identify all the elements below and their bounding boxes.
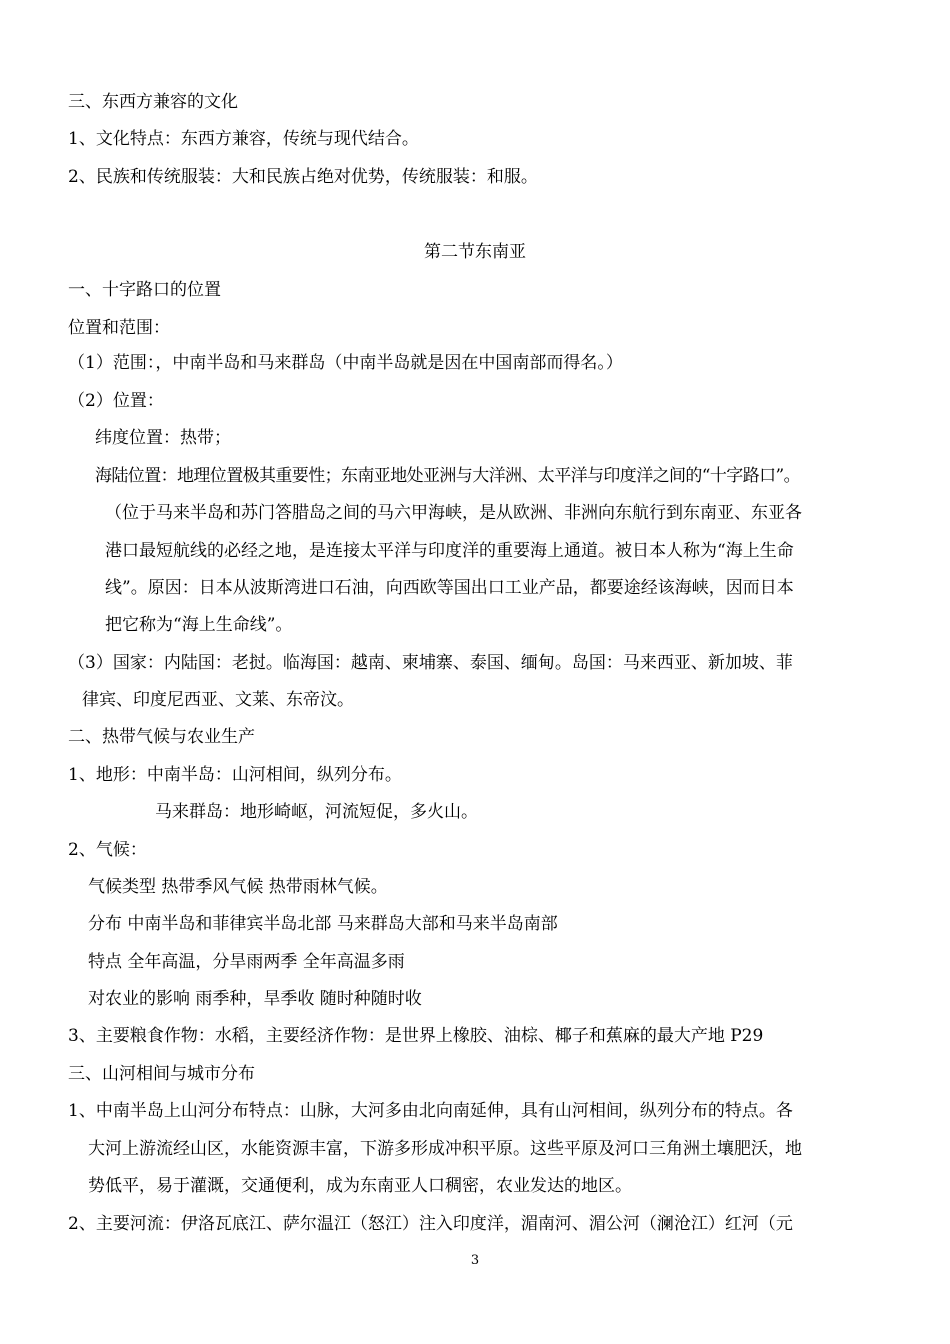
text-line: 势低平，易于灌溉，交通便利，成为东南亚人口稠密，农业发达的地区。: [88, 1176, 632, 1196]
text-line: 纬度位置：热带；: [95, 428, 231, 448]
text-line: （位于马来半岛和苏门答腊岛之间的马六甲海峡，是从欧洲、非洲向东航行到东南亚、东亚各: [105, 503, 802, 523]
text-line: 气候类型 热带季风气候 热带雨林气候。: [88, 877, 388, 897]
text-line: 分布 中南半岛和菲律宾半岛北部 马来群岛大部和马来半岛南部: [88, 914, 558, 934]
section-heading-3: 三、东西方兼容的文化: [68, 92, 238, 112]
section-heading-3b: 三、山河相间与城市分布: [68, 1064, 255, 1084]
text-line: 线”。原因：日本从波斯湾进口石油，向西欧等国出口工业产品，都要途经该海峡，因而日本: [105, 578, 794, 598]
text-line: （3）国家：内陆国：老挝。临海国：越南、柬埔寨、泰国、缅甸。岛国：马来西亚、新加坡、菲: [68, 653, 793, 673]
text-line: 位置和范围：: [68, 318, 170, 338]
text-line: 3、主要粮食作物：水稻，主要经济作物：是世界上橡胶、油棕、椰子和蕉麻的最大产地 P29: [68, 1026, 764, 1046]
text-line: 大河上游流经山区，水能资源丰富，下游多形成冲积平原。这些平原及河口三角洲土壤肥沃，地: [88, 1139, 802, 1159]
text-line: 把它称为“海上生命线”。: [105, 615, 293, 635]
text-line: 2、气候：: [68, 840, 147, 860]
text-line: 律宾、印度尼西亚、文莱、东帝汶。: [82, 690, 354, 710]
page-number: 3: [470, 1253, 480, 1268]
text-line: 港口最短航线的必经之地，是连接太平洋与印度洋的重要海上通道。被日本人称为“海上生命: [105, 541, 794, 561]
text-line: 特点 全年高温，分旱雨两季 全年高温多雨: [88, 952, 405, 972]
text-line: 1、文化特点：东西方兼容，传统与现代结合。: [68, 129, 419, 149]
chapter-title: 第二节东南亚: [424, 242, 526, 262]
text-line: 2、民族和传统服装：大和民族占绝对优势，传统服装：和服。: [68, 167, 538, 187]
section-heading-1: 一、十字路口的位置: [68, 280, 221, 300]
text-line: 对农业的影响 雨季种，旱季收 随时种随时收: [88, 989, 422, 1009]
text-line: 1、地形：中南半岛：山河相间，纵列分布。: [68, 765, 402, 785]
text-line: 1、中南半岛上山河分布特点：山脉，大河多由北向南延伸，具有山河相间，纵列分布的特点。各: [68, 1101, 793, 1121]
text-line: 2、主要河流：伊洛瓦底江、萨尔温江（怒江）注入印度洋，湄南河、湄公河（澜沧江）红河（元: [68, 1214, 793, 1234]
text-line: （1）范围：，中南半岛和马来群岛（中南半岛就是因在中国南部而得名。）: [68, 353, 623, 373]
text-line: 马来群岛：地形崎岖，河流短促，多火山。: [155, 802, 478, 822]
text-line: 海陆位置：地理位置极其重要性；东南亚地处亚洲与大洋洲、太平洋与印度洋之间的“十字路口”。: [95, 466, 800, 486]
section-heading-2: 二、热带气候与农业生产: [68, 727, 255, 747]
text-line: （2）位置：: [68, 391, 164, 411]
